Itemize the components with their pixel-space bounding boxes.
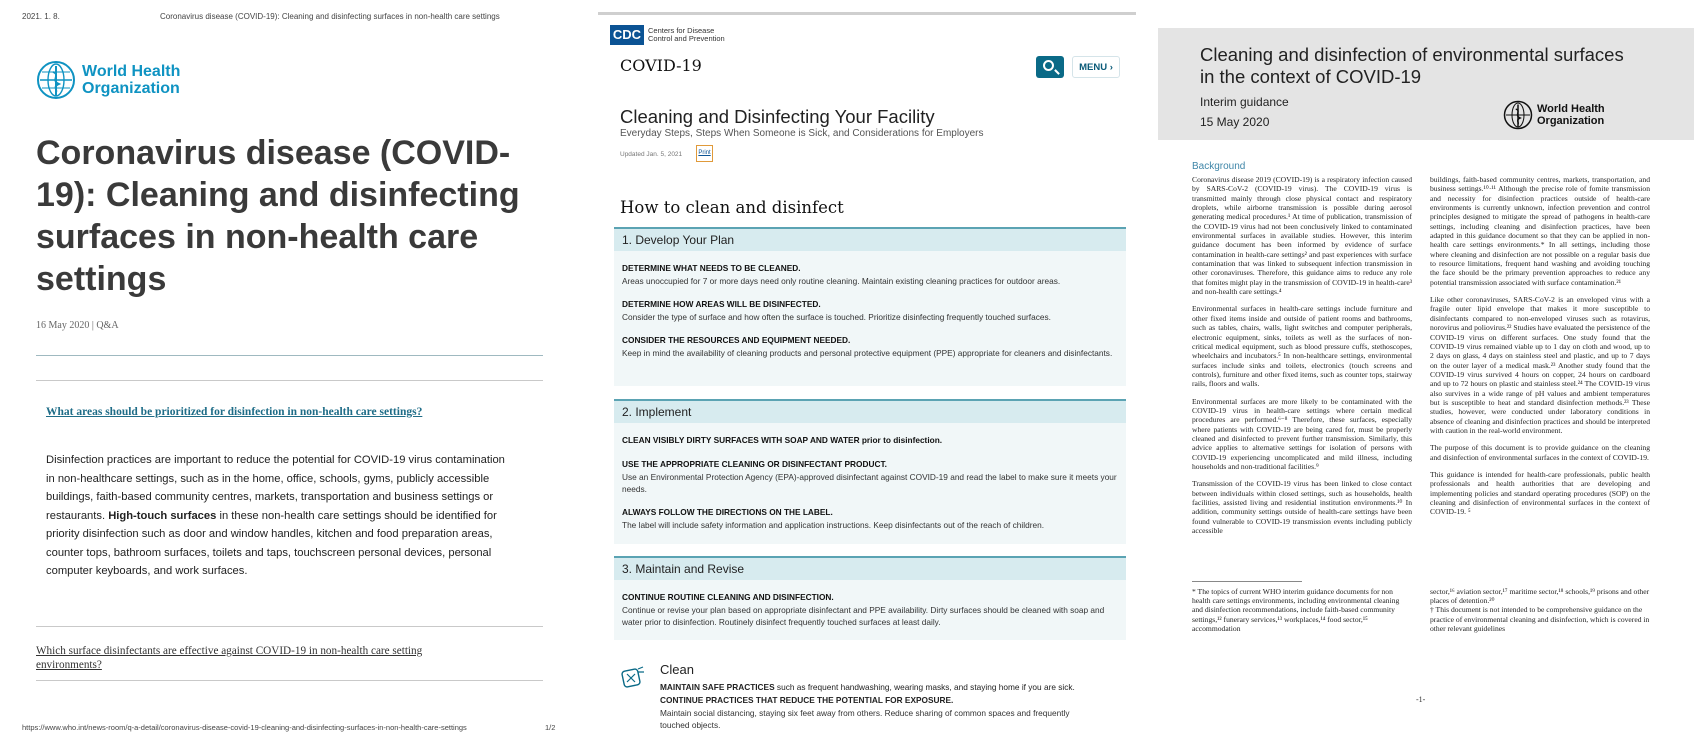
who-qa-page [0, 0, 590, 749]
step-heading: 1. Develop Your Plan [614, 227, 1126, 251]
who-interim-guidance-page [1158, 0, 1694, 749]
search-icon [1043, 60, 1054, 71]
step-item: CLEAN VISIBLY DIRTY SURFACES WITH SOAP AND WATER prior to disinfection. [622, 435, 943, 445]
cdc-logo-text: Centers for Disease Control and Prevention [648, 26, 725, 43]
who-emblem-icon [1503, 100, 1533, 130]
divider [36, 355, 543, 356]
step-item: CONTINUE ROUTINE CLEANING AND DISINFECTION. Continue or revise your plan based on appropriate disinfectant and PPE availability. Dirty surfaces should be cleaned with soap and water prior to disinfection. Routinely disinfect frequently touched surfaces at least daily. [622, 592, 1105, 627]
paragraph: Like other coronaviruses, SARS-CoV-2 is an enveloped virus with a fragile outer lipid envelope that makes it more susceptible to disinfectants compared to non-enveloped viruses such as rotavirus, norovirus and poliovirus.²² Studies have evaluated the persistence of the COVID-19 virus on different surfaces. One study found that the COVID-19 virus remained viable up to 1 day on cloth and wood, up to 2 days on glass, 4 days on stainless steel and plastic, and up to 7 days on the outer layer of a medical mask.²³ Another study found that the COVID-19 virus survived 4 hours on copper, 24 hours on cardboard and up to 72 hours on plastic and stainless steel.²⁴ The COVID-19 virus also survives in a wide range of pH values and ambient temperatures but is susceptible to heat and standard disinfection methods.²³ These studies, however, were conducted under laboratory conditions in absence of cleaning and disinfection practices and should be interpreted with caution in the real-world environment. [1430, 295, 1650, 435]
step-heading: 3. Maintain and Revise [614, 556, 1126, 580]
paragraph: Coronavirus disease 2019 (COVID-19) is a respiratory infection caused by SARS-CoV-2 (COVID-19 virus). The COVID-19 virus is transmitted mainly through close physical contact and respiratory droplets, while airborne transmission is possible during aerosol generating medical procedures.¹ At time of publication, transmission of the COVID-19 virus had not been conclusively linked to contaminated environmental surfaces in available studies. However, this interim guidance document has been informed by evidence of surface contamination in health-care settings² and past experiences with surface contamination that was linked to subsequent infection transmission in other coronaviruses. Therefore, this guidance aims to reduce any role that fomites might play in the transmission of COVID-19 in health-care³ and non-health care settings.⁴ [1192, 175, 1412, 297]
print-link[interactable]: Print [696, 145, 713, 162]
footnote-rule [1192, 581, 1302, 582]
cdc-logo[interactable] [610, 25, 725, 45]
cdc-logo-box: CDC [610, 25, 644, 45]
clean-safe-practices: MAINTAIN SAFE PRACTICES such as frequent handwashing, wearing masks, and staying home if you are sick. [660, 682, 1075, 692]
divider [36, 380, 543, 381]
answer-paragraph: Disinfection practices are important to reduce the potential for COVID-19 virus contamination in non-healthcare settings, such as in the home, office, schools, gyms, publicly accessible buildings, faith-based community centres, markets, transportation and business settings or restaurants. High-touch surfaces in these non-health care settings should be identified for priority disinfection such as door and window handles, kitchen and food preparation areas, counter tops, bathroom surfaces, toilets and taps, touchscreen personal devices, personal computer keyboards, and work surfaces. [46, 454, 505, 577]
question-link-prioritized-areas[interactable]: What areas should be prioritized for disinfection in non-health care settings? [46, 406, 423, 418]
paragraph: This guidance is intended for health-care professionals, public health professionals and health authorities that are developing and implementing policies and standard operating procedures (SOP) on the cleaning and disinfection of environmental surfaces in the context of COVID-19. ⁵ [1430, 469, 1650, 517]
step-maintain-revise [614, 556, 1126, 640]
high-touch-surfaces-emphasis: High-touch surfaces [108, 509, 217, 522]
step-item: USE THE APPROPRIATE CLEANING OR DISINFECTANT PRODUCT. Use an Environmental Protection Agency (EPA)-approved disinfectant against COVID-19 and read the label to make sure it meets your needs. [622, 459, 1117, 494]
who-logo[interactable] [36, 60, 180, 100]
step-implement [614, 399, 1126, 544]
paragraph: The purpose of this document is to provide guidance on the cleaning and disinfection of environmental surfaces in the context of COVID-19. [1430, 443, 1650, 462]
paragraph: Environmental surfaces are more likely to be contaminated with the COVID-19 virus in health-care settings where certain medical procedures are performed.⁶⁻⁸ Therefore, these surfaces, especially where patients with COVID-19 are being cared for, must be properly cleaned and disinfected to prevent further transmission. Similarly, this advice applies to alternative settings for isolation of persons with COVID-19 experiencing uncomplicated and mild illness, including households and non-traditional facilities.⁹ [1192, 396, 1412, 471]
who-logo-text: World Health Organization [82, 63, 181, 97]
clean-heading: Clean [660, 662, 694, 677]
footnote-left: * The topics of current WHO interim guidance documents for non health care settings environments, including environmental cleaning and disinfection recommendations, include faith-based community settings,¹² funerary services,¹³ workplaces,¹⁴ food sector,¹⁵ accommodation [1192, 587, 1400, 633]
cdc-facility-page [598, 0, 1136, 749]
document-date: 15 May 2020 [1200, 115, 1270, 129]
divider [36, 680, 543, 681]
print-footer-url: https://www.who.int/news-room/q-a-detail/coronavirus-disease-covid-19-cleaning-and-disinfecting-surfaces-in-non-health-care-settings [22, 723, 467, 732]
question-link-effective-disinfectants[interactable]: Which surface disinfectants are effective against COVID-19 in non-health care setting environments? [36, 645, 423, 671]
print-header-title: Coronavirus disease (COVID-19): Cleaning and disinfecting surfaces in non-health care settings [160, 12, 500, 21]
site-section-title[interactable]: COVID-19 [620, 56, 702, 75]
step-item: ALWAYS FOLLOW THE DIRECTIONS ON THE LABEL. The label will include safety information and application instructions. Keep disinfectants out of the reach of children. [622, 507, 1044, 530]
paragraph: buildings, faith-based community centres, markets, transportation, and business settings.¹⁰·¹¹ Although the precise role of fomite transmission and necessity for disinfection practices outside of health-care environments is currently unknown, infection prevention and control principles designed to mitigate the spread of pathogens in health-care settings, including cleaning and disinfection practices, have been adapted in this guidance document so that they can be applied in non-health care settings environments.* In all settings, including those where cleaning and disinfection are not possible on a regular basis due to resource limitations, frequent hand washing and avoiding touching the face should be the primary prevention approaches to reduce any potential transmission associated with surface contamination.²¹ [1430, 175, 1650, 287]
print-header-date: 2021. 1. 8. [22, 12, 60, 21]
page-title: Cleaning and Disinfecting Your Facility [620, 106, 935, 127]
who-emblem-icon [36, 60, 76, 100]
print-footer-page: 1/2 [545, 723, 556, 732]
document-title: Cleaning and disinfection of environmental surfaces in the context of COVID-19 [1200, 44, 1624, 87]
footnote-right: sector,¹⁶ aviation sector,¹⁷ maritime sector,¹⁸ schools,¹⁹ prisons and other places of detention.²⁰ † This document is not intended to be comprehensive guidance on the practice of environmental cleaning and disinfection, which is covered in other relevant guidelines [1430, 587, 1650, 633]
step-item: CONSIDER THE RESOURCES AND EQUIPMENT NEEDED. Keep in mind the availability of cleaning products and personal protective equipment (PPE) appropriate for cleaners and disinfectants. [622, 335, 1113, 358]
clean-social-distancing: Maintain social distancing, staying six feet away from others. Reduce sharing of common spaces and frequently touched objects. [660, 708, 1070, 730]
step-item: DETERMINE WHAT NEEDS TO BE CLEANED. Areas unoccupied for 7 or more days need only routine cleaning. Maintain existing cleaning practices for outdoor areas. [622, 263, 1061, 286]
page-subtitle: Everyday Steps, Steps When Someone is Sick, and Considerations for Employers [620, 128, 984, 139]
text-column-left [1192, 175, 1412, 575]
step-develop-plan [614, 227, 1126, 386]
step-heading: 2. Implement [614, 399, 1126, 423]
how-to-heading: How to clean and disinfect [620, 198, 844, 217]
paragraph: Environmental surfaces in health-care settings include furniture and other fixed items inside and outside of patient rooms and bathrooms, such as tables, chairs, walls, light switches and computer peripherals, electronic equipment, sinks, toilets as well as the surfaces of non-critical medical equipment, such as blood pressure cuffs, stethoscopes, wheelchairs and incubators.⁵ In non-healthcare settings, environmental surfaces include sinks and toilets, electronics (touch screens and controls), furniture and other fixed items, such as counter tops, stairway rails, floors and walls. [1192, 304, 1412, 389]
who-logo-text: World Health Organization [1537, 103, 1605, 127]
document-subtitle: Interim guidance [1200, 95, 1289, 109]
page-number: -1- [1416, 695, 1426, 704]
page-title: Coronavirus disease (COVID-19): Cleaning and disinfecting surfaces in non-health care settings [36, 134, 520, 298]
top-border [598, 12, 1136, 15]
divider [36, 626, 543, 627]
clean-reduce-exposure: CONTINUE PRACTICES THAT REDUCE THE POTENTIAL FOR EXPOSURE. [660, 695, 954, 705]
background-heading: Background [1192, 161, 1246, 172]
publish-meta: 16 May 2020 | Q&A [36, 320, 119, 331]
updated-date: Updated Jan. 5, 2021 [620, 151, 683, 158]
spray-bottle-icon [620, 664, 646, 690]
text-column-right [1430, 175, 1650, 575]
paragraph: Transmission of the COVID-19 virus has been linked to close contact between individuals within closed settings, such as households, health facilities, assisted living and residential institution environments.¹⁰ In addition, community settings outside of health-care settings have been found vulnerable to COVID-19 transmission events including publicly accessible [1192, 479, 1412, 536]
search-button[interactable] [1036, 56, 1064, 78]
menu-button[interactable]: MENU › [1072, 56, 1120, 78]
who-logo [1503, 100, 1605, 130]
step-item: DETERMINE HOW AREAS WILL BE DISINFECTED. Consider the type of surface and how often the surface is touched. Prioritize disinfecting frequently touched surfaces. [622, 299, 1051, 322]
